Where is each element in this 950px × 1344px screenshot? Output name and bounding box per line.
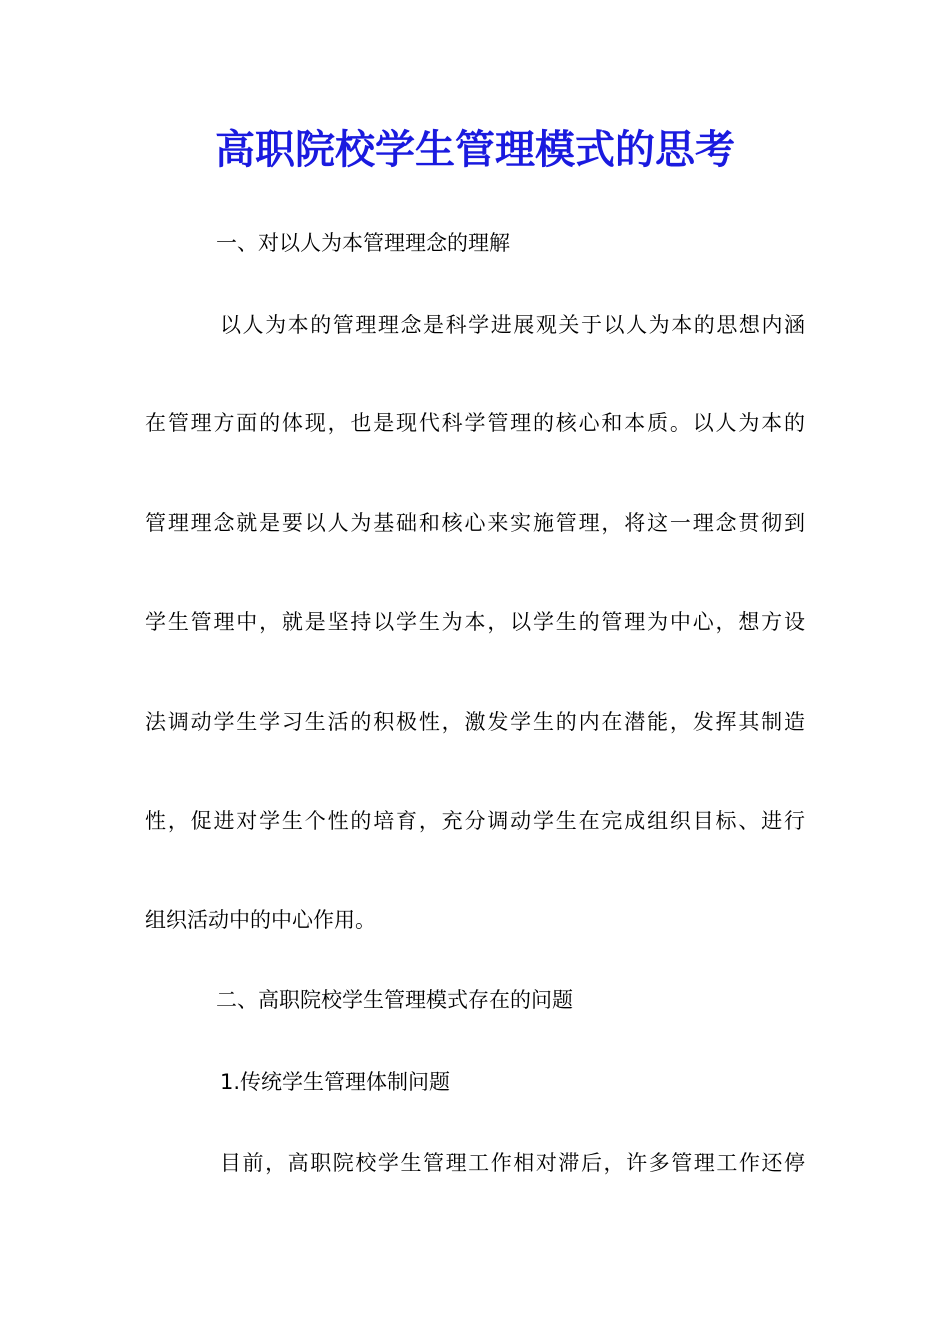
paragraph-line: 管理理念就是要以人为基础和核心来实施管理，将这一理念贯彻到 xyxy=(145,511,805,535)
document-title: 高职院校学生管理模式的思考 xyxy=(215,126,735,173)
paragraph-line: 在管理方面的体现，也是现代科学管理的核心和本质。以人为本的 xyxy=(145,411,805,435)
section-1-heading: 一、对以人为本管理理念的理解 xyxy=(216,231,510,255)
paragraph-line: 组织活动中的中心作用。 xyxy=(145,908,376,932)
section-2-subheading: 1.传统学生管理体制问题 xyxy=(220,1070,451,1094)
paragraph-line: 以人为本的管理理念是科学进展观关于以人为本的思想内涵 xyxy=(220,313,805,337)
paragraph-line: 学生管理中，就是坚持以学生为本，以学生的管理为中心，想方设 xyxy=(145,610,805,634)
section-2-heading: 二、高职院校学生管理模式存在的问题 xyxy=(216,988,573,1012)
paragraph-line: 法调动学生学习生活的积极性，激发学生的内在潜能，发挥其制造 xyxy=(145,710,805,734)
paragraph-line: 目前，高职院校学生管理工作相对滞后，许多管理工作还停 xyxy=(220,1151,805,1175)
paragraph-line: 性，促进对学生个性的培育，充分调动学生在完成组织目标、进行 xyxy=(145,809,805,833)
